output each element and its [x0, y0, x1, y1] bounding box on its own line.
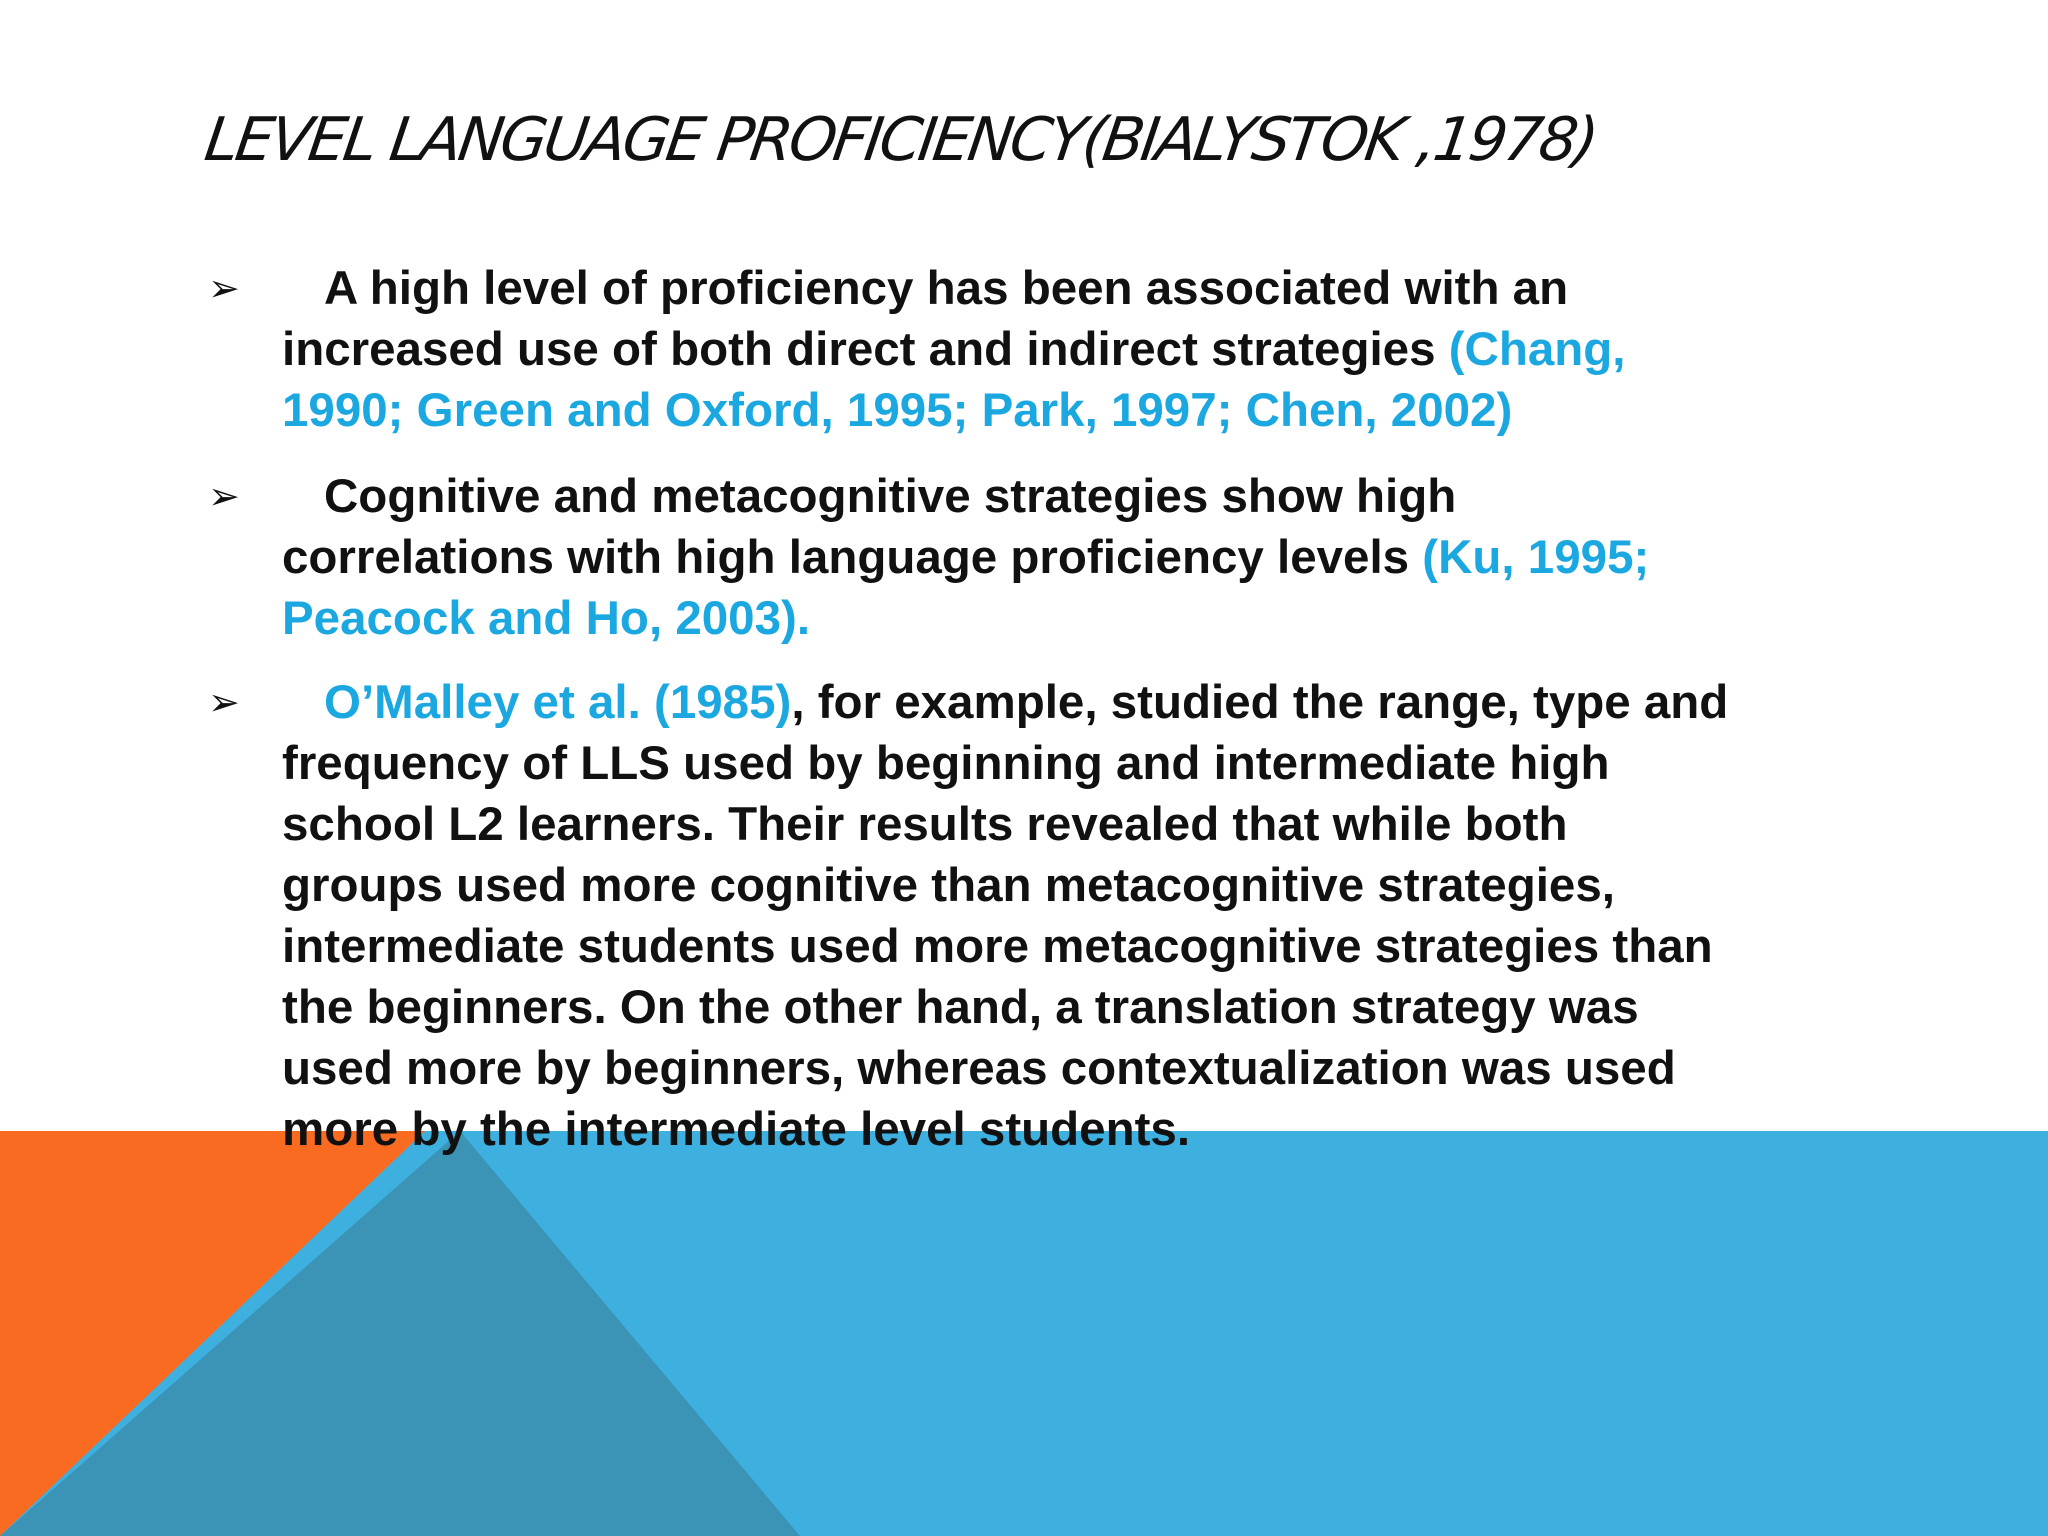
slide-title: LEVEL LANGUAGE PROFICIENCY(BIALYSTOK ,1978): [200, 105, 1601, 175]
bullet-text: [282, 258, 1842, 441]
bullet-line: the beginners. On the other hand, a translation strategy was: [282, 981, 1639, 1034]
bullet-line: A high level of proficiency has been associated with an: [324, 262, 1569, 315]
citation: 1990; Green and Oxford, 1995; Park, 1997; Chen, 2002): [282, 384, 1513, 437]
bullet-line: increased use of both direct and indirect strategies: [282, 323, 1449, 376]
bullet-line: Cognitive and metacognitive strategies show high: [324, 470, 1457, 523]
bullet-line: frequency of LLS used by beginning and intermediate high: [282, 737, 1610, 790]
bullet-line: school L2 learners. Their results revealed that while both: [282, 798, 1568, 851]
bullet-line: more by the intermediate level students.: [282, 1103, 1191, 1156]
citation: (Ku, 1995;: [1422, 531, 1650, 584]
citation: (Chang,: [1448, 323, 1626, 376]
arrow-bullet-icon: ➢: [208, 266, 240, 310]
arrow-bullet-icon: ➢: [208, 680, 240, 724]
bullet-line: intermediate students used more metacognitive strategies than: [282, 920, 1713, 973]
bullet-line: groups used more cognitive than metacognitive strategies,: [282, 859, 1615, 912]
arrow-bullet-icon: ➢: [208, 474, 240, 518]
bullet-line: , for example, studied the range, type and: [791, 676, 1729, 729]
citation: O’Malley et al. (1985): [324, 676, 792, 729]
bullet-line: correlations with high language proficiency levels: [282, 531, 1423, 584]
bullet-line: used more by beginners, whereas contextualization was used: [282, 1042, 1676, 1095]
citation: Peacock and Ho, 2003).: [282, 592, 811, 645]
bullet-text: [282, 672, 1842, 1160]
bullet-text: [282, 466, 1842, 649]
